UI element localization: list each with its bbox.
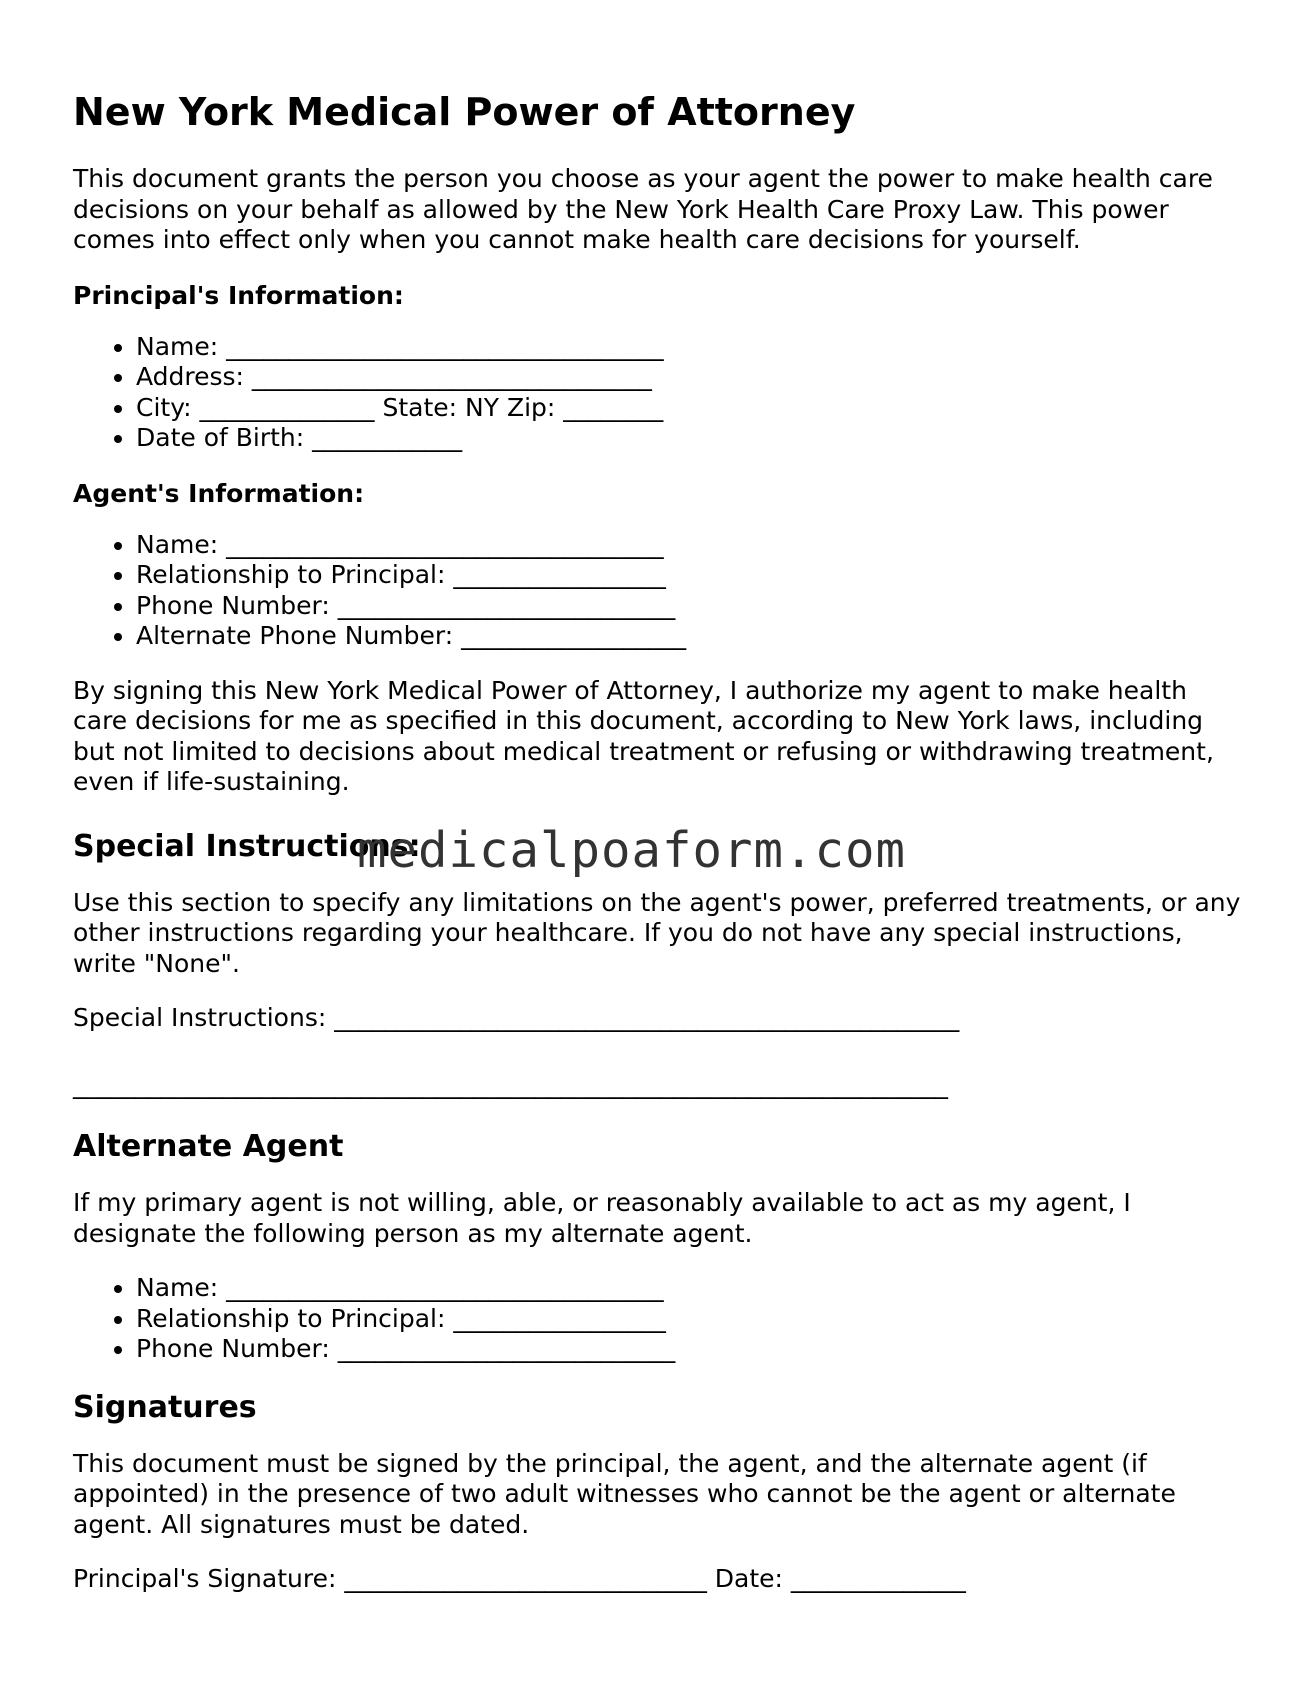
intro-paragraph: This document grants the person you choose as your agent the power to make health care decisions on your behalf as allowed by the New York Health Care Proxy Law. This power comes into effect only when you cannot make health care decisions for yourself.	[73, 164, 1213, 254]
special-instructions-line-1: Special Instructions: __________________________________________________	[73, 1003, 960, 1032]
agent-phone-line: • Phone Number: ___________________________	[136, 591, 1243, 622]
agent-heading: Agent's Information:	[73, 478, 365, 508]
authorization-paragraph: By signing this New York Medical Power of Attorney, I authorize my agent to make health care decisions for me as specified in this document, according to New York laws, including but not limited to decisions about medical treatment or refusing or withdrawing treatment, even if life-sustaining.	[73, 675, 1214, 796]
alternate-phone-line: • Phone Number: ___________________________	[136, 1334, 1243, 1365]
special-instructions-line-2: ______________________________________________________________________	[73, 1069, 948, 1099]
alternate-agent-heading: Alternate Agent	[73, 1129, 344, 1164]
agent-list	[73, 530, 1243, 652]
special-instructions-text: Use this section to specify any limitations on the agent's power, preferred treatments, or any other instructions regarding your healthcare. If you do not have any special instructions, write "None".	[73, 887, 1241, 978]
principal-heading: Principal's Information:	[73, 280, 404, 310]
signatures-text: This document must be signed by the principal, the agent, and the alternate agent (if appointed) in the presence of two adult witnesses who cannot be the agent or alternate agent. All signatures must be dated.	[73, 1448, 1176, 1539]
agent-relationship-line: • Relationship to Principal: _________________	[136, 560, 1243, 591]
signatures-heading: Signatures	[73, 1389, 257, 1425]
alternate-agent-list	[73, 1273, 1243, 1365]
agent-alt-phone-line: • Alternate Phone Number: __________________	[136, 621, 1243, 652]
alternate-name-line: • Name: ___________________________________	[136, 1273, 1243, 1304]
watermark-text: medicalpoaform.com	[357, 822, 907, 879]
special-instructions-heading: Special Instructions:	[73, 828, 421, 864]
principal-dob-line: • Date of Birth: ____________	[136, 423, 1243, 454]
document-title: New York Medical Power of Attorney	[73, 90, 856, 134]
agent-name-line: • Name: ___________________________________	[136, 530, 1243, 561]
alternate-relationship-line: • Relationship to Principal: _________________	[136, 1304, 1243, 1335]
principal-name-line: • Name: ___________________________________	[136, 332, 1243, 363]
principal-city-line: • City: ______________ State: NY Zip: ________	[136, 393, 1243, 424]
principal-list	[73, 332, 1243, 454]
principal-address-line: • Address: ________________________________	[136, 362, 1243, 393]
principal-signature-line: Principal's Signature: _____________________________ Date: ______________	[73, 1564, 966, 1593]
alternate-agent-text: If my primary agent is not willing, able, or reasonably available to act as my agent, I designate the following person as my alternate agent.	[73, 1188, 1131, 1248]
